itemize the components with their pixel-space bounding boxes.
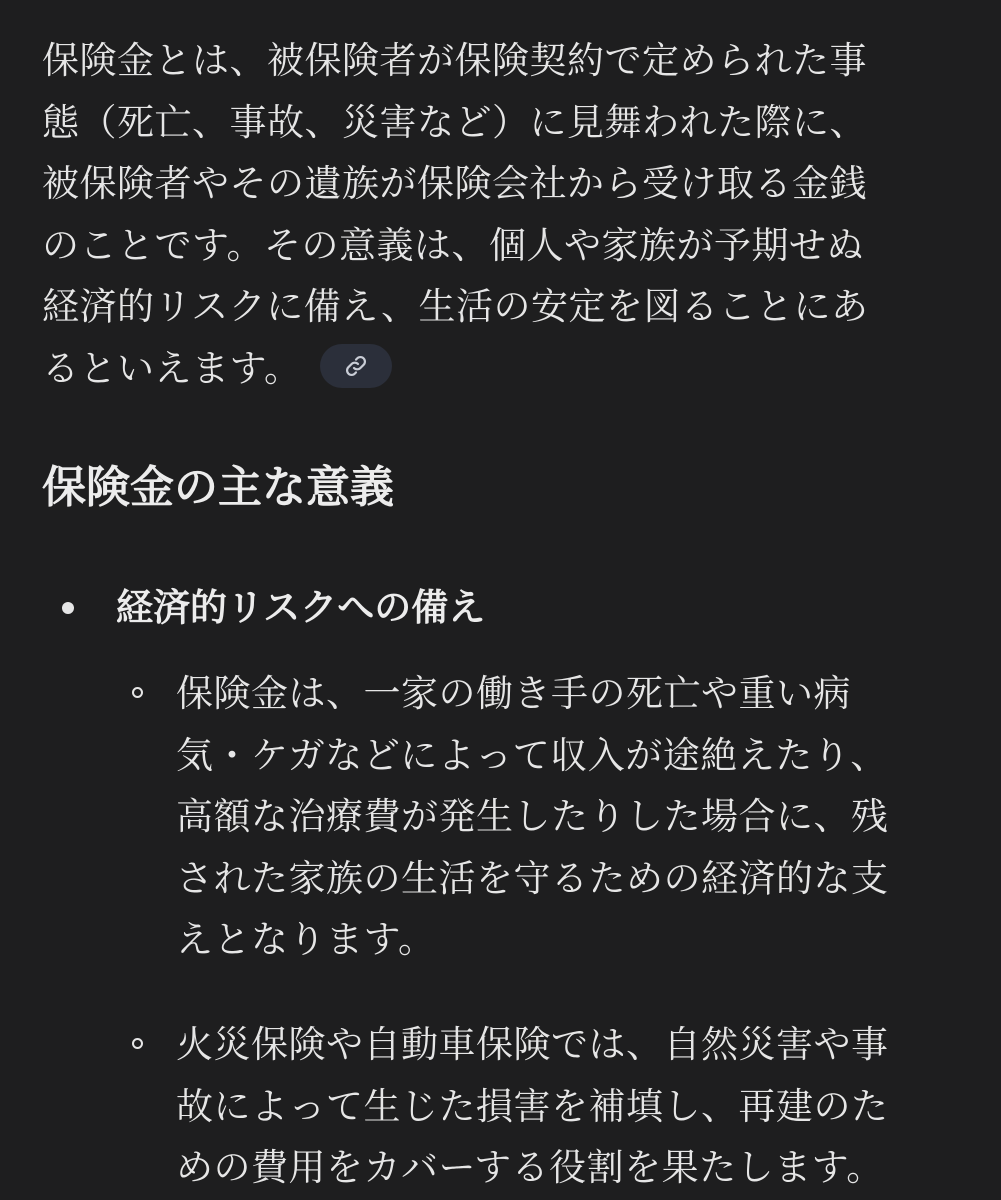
sub-item-line: めの費用をカバーする役割を果たします。 xyxy=(176,1146,884,1189)
link-icon xyxy=(344,354,368,378)
intro-paragraph xyxy=(42,30,957,399)
sub-item-text xyxy=(132,1014,962,1199)
sub-list-item xyxy=(132,1014,962,1199)
intro-line: 態（死亡、事故、災害など）に見舞われた際に、 xyxy=(42,100,867,144)
intro-line: るといえます。 xyxy=(42,346,302,390)
intro-line: 被保険者やその遺族が保険会社から受け取る金銭 xyxy=(42,162,867,205)
intro-line: 保険金とは、被保険者が保険契約で定められた事 xyxy=(42,39,867,82)
sub-item-line: えとなります。 xyxy=(176,918,436,961)
response-content xyxy=(42,30,957,1189)
source-link-chip[interactable] xyxy=(320,344,392,388)
sub-bullet-circle xyxy=(132,1038,143,1049)
sub-list-item xyxy=(132,663,962,971)
bullet-dot xyxy=(62,602,74,614)
sub-item-line: 保険金は、一家の働き手の死亡や重い病 xyxy=(176,672,851,715)
sub-item-line: 気・ケガなどによって収入が途絶えたり、 xyxy=(176,733,888,777)
sub-item-line: された家族の生活を守るための経済的な支 xyxy=(176,856,889,900)
intro-line: 経済的リスクに備え、生活の安定を図ることにあ xyxy=(42,285,869,328)
bullet-label: 経済的リスクへの備え xyxy=(116,586,486,629)
sub-item-line: 高額な治療費が発生したりした場合に、残 xyxy=(176,795,889,838)
sub-bullet-circle xyxy=(132,687,143,698)
sub-item-text xyxy=(132,663,962,971)
sub-item-line: 故によって生じた損害を補填し、再建のた xyxy=(176,1084,889,1128)
intro-line: のことです。その意義は、個人や家族が予期せぬ xyxy=(42,223,865,267)
sub-item-line: 火災保険や自動車保険では、自然災害や事 xyxy=(176,1023,889,1066)
section-heading: 保険金の主な意義 xyxy=(42,462,394,513)
intro-last-line xyxy=(42,338,957,400)
bullet-item xyxy=(42,578,485,638)
